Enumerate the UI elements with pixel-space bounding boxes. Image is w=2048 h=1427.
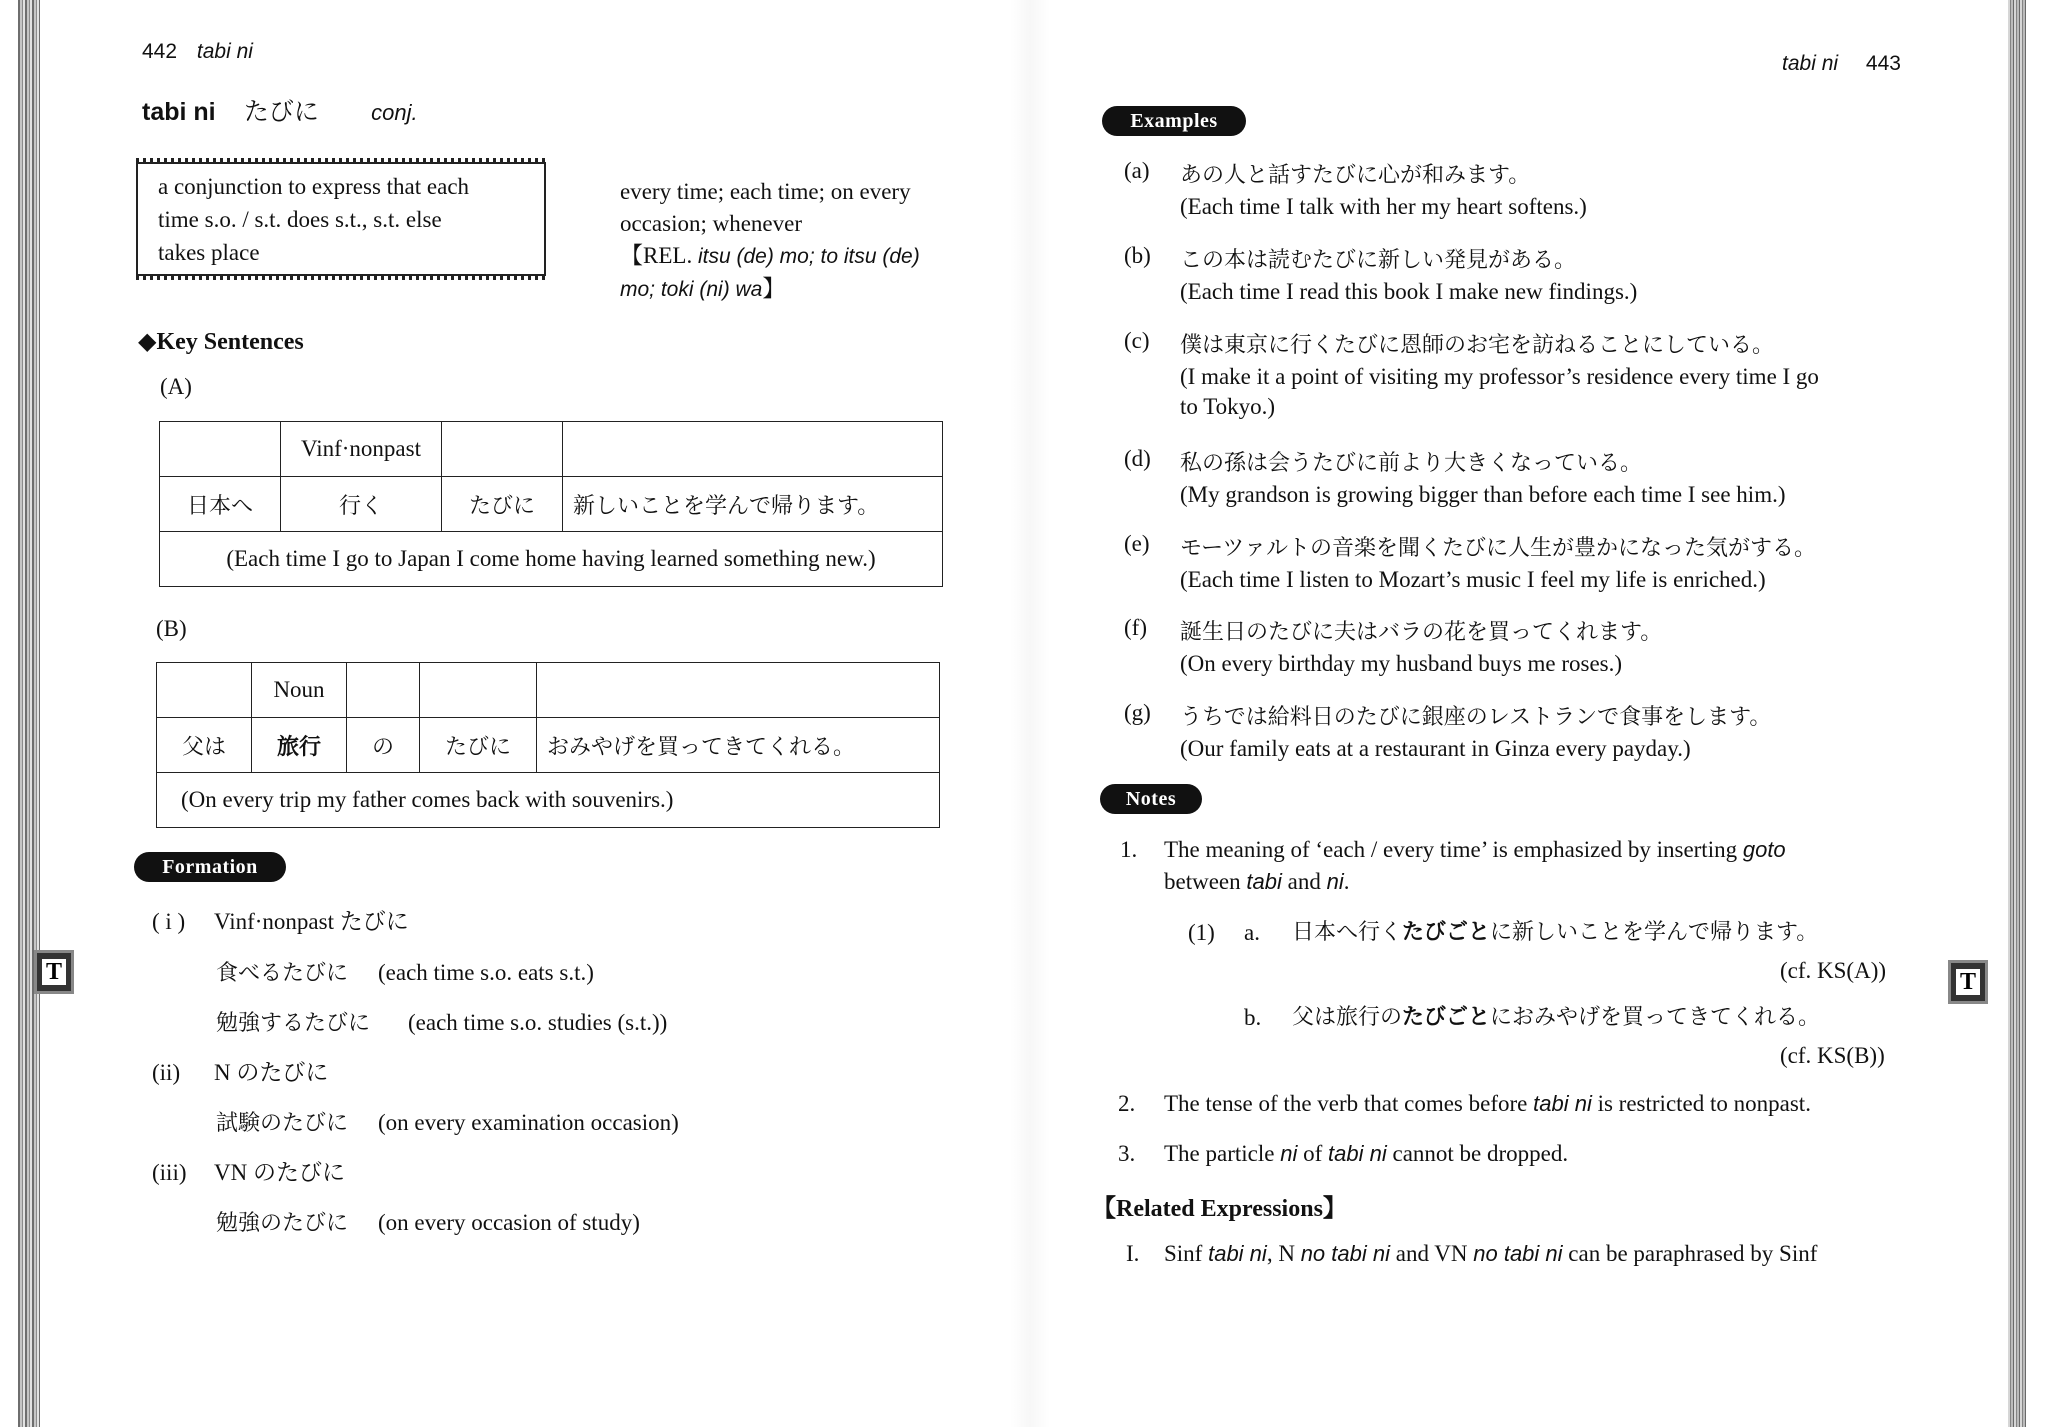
note-term: ni: [1326, 869, 1344, 894]
definition-line: time s.o. / s.t. does s.t., s.t. else: [158, 207, 442, 232]
related-text-part: , N: [1266, 1241, 1301, 1266]
formation-example-jp: 勉強するたびに: [216, 1011, 371, 1036]
subnote-jp: [1292, 917, 1818, 949]
ks-b-head-cell: [347, 663, 420, 718]
subnote-letter: b.: [1244, 1005, 1262, 1030]
example-jp: モーツァルトの音楽を聞くたびに人生が豊かになった気がする。: [1180, 536, 1817, 561]
note-term: ni: [1280, 1141, 1298, 1166]
book-gutter: [1010, 0, 1050, 1427]
definition-box: [136, 162, 546, 276]
entry-heading: [142, 92, 418, 128]
formation-num: ( i ): [152, 909, 186, 934]
note-text-part: The tense of the verb that comes before: [1164, 1091, 1534, 1116]
formation-example-en: (on every examination occasion): [378, 1110, 679, 1135]
formation-example-jp: 食べるたびに: [216, 961, 349, 986]
related-text-part: and VN: [1389, 1241, 1474, 1266]
note-term: goto: [1742, 837, 1786, 862]
note-text-part: and: [1281, 869, 1327, 894]
note-text: [1164, 834, 1904, 898]
key-sentences-title: ◆Key Sentences: [138, 329, 304, 355]
formation-i: [152, 907, 409, 937]
subnote-cf: (cf. KS(B)): [1780, 1043, 1885, 1068]
related-number: I.: [1126, 1241, 1140, 1266]
example-jp: この本は読むたびに新しい発見がある。: [1180, 248, 1577, 273]
example-label: (e): [1124, 531, 1150, 556]
english-def-line: occasion; whenever: [620, 211, 803, 236]
formation-example: [216, 958, 594, 989]
formation-num: (iii): [152, 1160, 187, 1185]
thumb-index-letter: T: [42, 959, 66, 985]
example-en: (Each time I talk with her my heart softens.): [1180, 194, 1587, 219]
example-jp: うちでは給料日のたびに銀座のレストランで食事をします。: [1180, 705, 1772, 730]
rel-forms-2: mo; toki (ni) wa: [620, 278, 763, 301]
example-en: (Our family eats at a restaurant in Ginza every payday.): [1180, 736, 1691, 761]
ks-a-label: (A): [160, 374, 192, 399]
ks-a-head-cell: Vinf·nonpast: [281, 422, 442, 477]
ks-b-head-cell: [420, 663, 537, 718]
definition-line: a conjunction to express that each: [158, 174, 470, 199]
related-forms-cont: [620, 273, 960, 306]
subnote-number: (1): [1188, 920, 1215, 945]
note-number: 1.: [1120, 837, 1138, 862]
formation-example-en: (each time s.o. eats s.t.): [378, 960, 594, 985]
formation-pattern: VN のたびに: [214, 1160, 345, 1185]
english-definition: [620, 176, 960, 306]
related-term: no tabi ni: [1300, 1241, 1390, 1266]
formation-iii: [152, 1158, 345, 1188]
ks-a-head-cell: [563, 422, 943, 477]
ks-a-head-cell: [160, 422, 281, 477]
subnote-letter: a.: [1244, 920, 1260, 945]
example-label: (g): [1124, 700, 1151, 725]
example-label: (d): [1124, 446, 1151, 471]
ks-b-cell: の: [347, 718, 420, 773]
right-running-head: [1782, 52, 1901, 76]
example-en: (I make it a point of visiting my professor’s residence every time I go: [1180, 364, 1819, 389]
example-label: (c): [1124, 328, 1150, 353]
example-jp: 誕生日のたびに夫はバラの花を買ってくれます。: [1180, 620, 1663, 645]
rel-prefix: 【REL.: [620, 243, 698, 268]
related-text-part: can be paraphrased by Sinf: [1562, 1241, 1818, 1266]
subnote-jp: [1292, 1002, 1820, 1034]
entry-pos: conj.: [371, 100, 418, 125]
subnote-jp-part: 父は旅行の: [1292, 1005, 1403, 1030]
formation-example: [216, 1008, 667, 1039]
left-running-title: tabi ni: [196, 40, 253, 63]
entry-kana: たびに: [243, 97, 319, 126]
ks-a-cell: 行く: [281, 477, 442, 532]
right-page-edge: [2008, 0, 2026, 1427]
example-label: (f): [1124, 615, 1147, 640]
left-page-number: 442: [142, 40, 178, 63]
formation-num: (ii): [152, 1060, 181, 1085]
formation-example: [216, 1108, 679, 1139]
formation-pattern: N のたびに: [214, 1060, 329, 1085]
note-text-part: between: [1164, 869, 1247, 894]
examples-label: Examples: [1102, 106, 1246, 136]
example-en-cont: to Tokyo.): [1180, 394, 1276, 419]
ks-b-translation: (On every trip my father comes back with souvenirs.): [157, 773, 940, 828]
english-def-line: every time; each time; on every: [620, 179, 911, 204]
related-expressions-title: 【Related Expressions】: [1092, 1196, 1347, 1222]
rel-suffix: 】: [762, 276, 786, 301]
subnote-jp-highlight: たびごと: [1402, 1005, 1491, 1030]
subnote-jp-part: に新しいことを学んで帰ります。: [1490, 920, 1819, 945]
ks-b-cell: 父は: [157, 718, 252, 773]
related-text: [1164, 1238, 1817, 1270]
ks-b-label: (B): [156, 616, 187, 641]
example-en: (My grandson is growing bigger than before each time I see him.): [1180, 482, 1786, 507]
subnote-jp-highlight: たびごと: [1402, 920, 1491, 945]
note-text: [1164, 1138, 1568, 1170]
formation-example: [216, 1208, 640, 1239]
note-term: tabi ni: [1328, 1141, 1387, 1166]
thumb-index-tab: [34, 950, 74, 994]
ks-b-head-cell: [157, 663, 252, 718]
example-label: (a): [1124, 158, 1150, 183]
note-term: tabi ni: [1533, 1091, 1592, 1116]
note-text-part: The particle: [1164, 1141, 1281, 1166]
formation-example-jp: 勉強のたびに: [216, 1211, 349, 1236]
ks-a-cell: 新しいことを学んで帰ります。: [563, 477, 943, 532]
example-en: (Each time I read this book I make new findings.): [1180, 279, 1638, 304]
formation-example-en: (each time s.o. studies (s.t.)): [408, 1010, 668, 1035]
note-text-part: .: [1343, 869, 1350, 894]
ks-b-head-cell: [537, 663, 940, 718]
definition-line: takes place: [158, 240, 260, 265]
example-en: (Each time I listen to Mozart’s music I feel my life is enriched.): [1180, 567, 1766, 592]
ks-b-cell: 旅行: [252, 718, 347, 773]
subnote-jp-part: 日本へ行く: [1292, 920, 1403, 945]
example-jp: あの人と話すたびに心が和みます。: [1180, 163, 1531, 188]
example-jp: 僕は東京に行くたびに恩師のお宅を訪ねることにしている。: [1180, 333, 1775, 358]
related-forms: [620, 240, 960, 273]
ks-b-cell: たびに: [420, 718, 537, 773]
note-term: tabi: [1246, 869, 1282, 894]
ks-a-cell: 日本へ: [160, 477, 281, 532]
notes-label: Notes: [1100, 784, 1202, 814]
ks-b-cell: おみやげを買ってきてくれる。: [537, 718, 940, 773]
related-term: tabi ni: [1208, 1241, 1267, 1266]
ks-a-head-cell: [442, 422, 563, 477]
right-running-title: tabi ni: [1782, 52, 1839, 75]
ks-a-translation: (Each time I go to Japan I come home having learned something new.): [160, 532, 943, 587]
subnote-cf: (cf. KS(A)): [1780, 958, 1887, 983]
thumb-index-tab: [1948, 960, 1988, 1004]
related-text-part: Sinf: [1164, 1241, 1209, 1266]
left-running-head: [142, 40, 253, 64]
thumb-index-letter: T: [1956, 969, 1980, 995]
subnote-jp-part: におみやげを買ってきてくれる。: [1490, 1005, 1821, 1030]
example-en: (On every birthday my husband buys me roses.): [1180, 651, 1623, 676]
formation-pattern: Vinf·nonpast たびに: [214, 909, 409, 934]
example-label: (b): [1124, 243, 1151, 268]
note-number: 3.: [1118, 1141, 1136, 1166]
note-text-part: cannot be dropped.: [1386, 1141, 1569, 1166]
formation-example-en: (on every occasion of study): [378, 1210, 640, 1235]
formation-label: Formation: [134, 852, 286, 882]
note-text-part: of: [1297, 1141, 1329, 1166]
note-text-part: The meaning of ‘each / every time’ is emphasized by inserting: [1164, 837, 1743, 862]
left-page-edge: [18, 0, 40, 1427]
ks-b-table: [156, 662, 940, 828]
formation-ii: [152, 1058, 328, 1088]
example-jp: 私の孫は会うたびに前より大きくなっている。: [1180, 451, 1643, 476]
formation-example-jp: 試験のたびに: [216, 1111, 349, 1136]
entry-romaji: tabi ni: [142, 98, 216, 126]
right-page-number: 443: [1865, 52, 1901, 75]
ks-a-table: [159, 421, 943, 587]
ks-a-cell: たびに: [442, 477, 563, 532]
note-text-part: is restricted to nonpast.: [1591, 1091, 1811, 1116]
note-number: 2.: [1118, 1091, 1136, 1116]
related-term: no tabi ni: [1473, 1241, 1563, 1266]
rel-forms-1: itsu (de) mo; to itsu (de): [697, 245, 920, 268]
note-text: [1164, 1088, 1811, 1120]
ks-b-head-cell: Noun: [252, 663, 347, 718]
